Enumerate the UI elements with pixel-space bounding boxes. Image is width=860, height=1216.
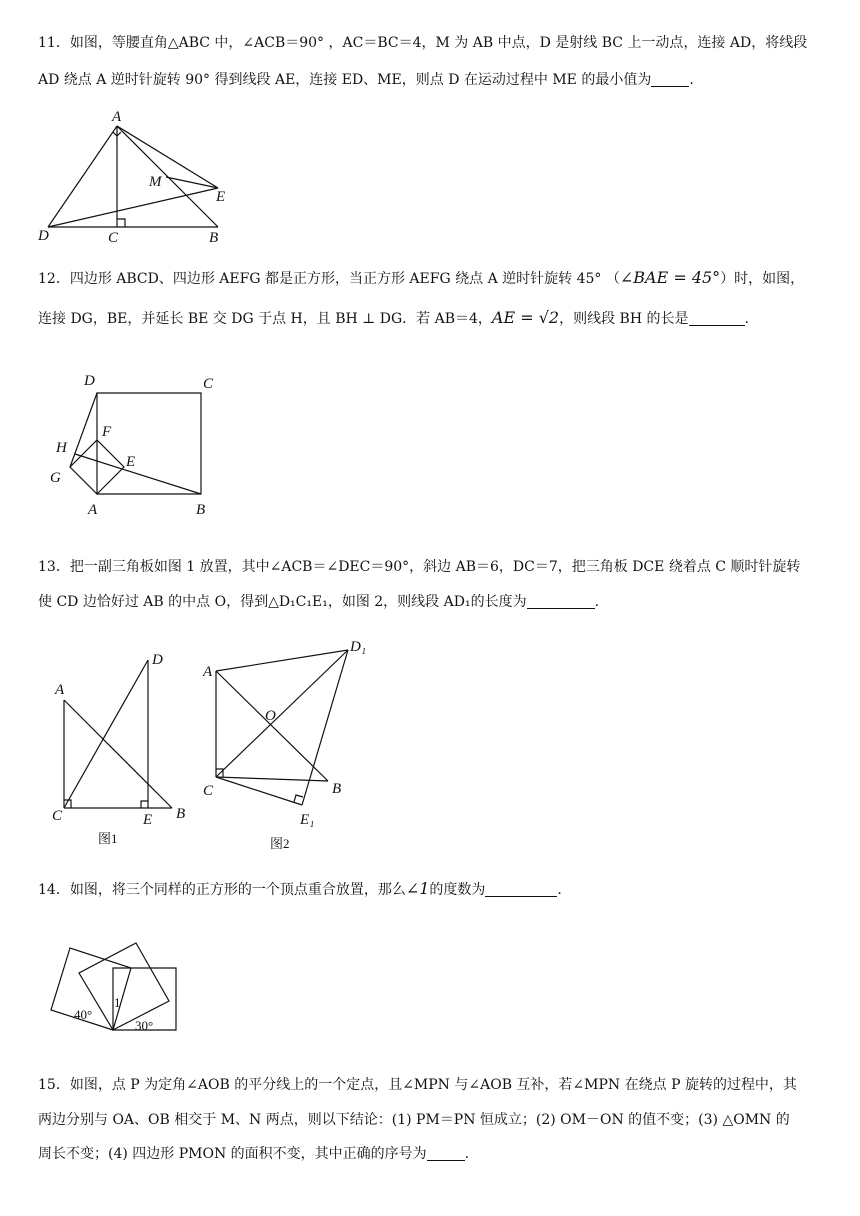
label-E: E [143, 812, 153, 828]
answer-blank[interactable] [427, 1146, 465, 1161]
label-C: C [52, 808, 63, 824]
q13-line1: 13．把一副三角板如图 1 放置，其中∠ACB＝∠DEC＝90°，斜边 AB＝6，DC＝7，把三角板 DCE 绕着点 C 顺时针旋转 [38, 559, 801, 575]
fig1-caption: 图1 [98, 831, 118, 846]
label-E: E [216, 189, 226, 205]
label-B: B [196, 502, 206, 518]
label-M: M [149, 174, 162, 190]
label-A: A [203, 664, 213, 680]
label-D: D [38, 228, 49, 244]
label-O: O [265, 708, 276, 724]
q13-line2: 使 CD 边恰好过 AB 的中点 O，得到△D₁C₁E₁，如图 2，则线段 AD₁的长度为 . [38, 594, 600, 610]
q14-line1: 14．如图，将三个同样的正方形的一个顶点重合放置，那么∠1的度数为 . [38, 879, 562, 898]
q12-line1: 12．四边形 ABCD、四边形 AEFG 都是正方形，当正方形 AEFG 绕点 A 逆时针旋转 45° （∠BAE = 45°）时，如图， [38, 268, 805, 287]
label-B: B [209, 230, 219, 246]
label-D: D [152, 652, 163, 668]
label-A: A [88, 502, 98, 518]
label-D1: D₁ [350, 639, 367, 655]
label-A: A [55, 682, 65, 698]
label-F: F [102, 424, 112, 440]
label-G: G [50, 470, 61, 486]
label-B: B [176, 806, 186, 822]
label-E1: E₁ [300, 812, 315, 828]
q15-line1: 15．如图，点 P 为定角∠AOB 的平分线上的一个定点，且∠MPN 与∠AOB 互补，若∠MPN 在绕点 P 旋转的过程中，其 [38, 1077, 797, 1093]
fig2-caption: 图2 [270, 836, 290, 851]
angle-40: 40° [74, 1007, 93, 1022]
q11-line1: 11．如图，等腰直角△ABC 中，∠ACB＝90° ，AC＝BC＝4，M 为 AB 中点，D 是射线 BC 上一动点，连接 AD，将线段 [38, 35, 808, 51]
label-H: H [56, 440, 67, 456]
angle-30: 30° [135, 1018, 154, 1033]
label-E: E [126, 454, 136, 470]
q15-line2: 两边分别与 OA、OB 相交于 M、N 两点，则以下结论：(1) PM＝PN 恒成立；(2) OM－ON 的值不变；(3) △OMN 的 [38, 1112, 790, 1128]
label-C: C [108, 230, 119, 246]
label-C: C [203, 376, 214, 392]
label-D: D [84, 373, 95, 389]
angle-1: 1 [114, 995, 121, 1010]
label-C: C [203, 783, 214, 799]
label-A: A [112, 109, 122, 125]
label-B: B [332, 781, 342, 797]
q11-line2: AD 绕点 A 逆时针旋转 90° 得到线段 AE，连接 ED、ME，则点 D 在运动过程中 ME 的最小值为 . [38, 72, 694, 88]
q12-line2: 连接 DG，BE，并延长 BE 交 DG 于点 H，且 BH ⊥ DG．若 AB＝4，AE = √2，则线段 BH 的长是 . [38, 308, 749, 327]
q15-line3: 周长不变；(4) 四边形 PMON 的面积不变，其中正确的序号为 . [38, 1146, 470, 1162]
